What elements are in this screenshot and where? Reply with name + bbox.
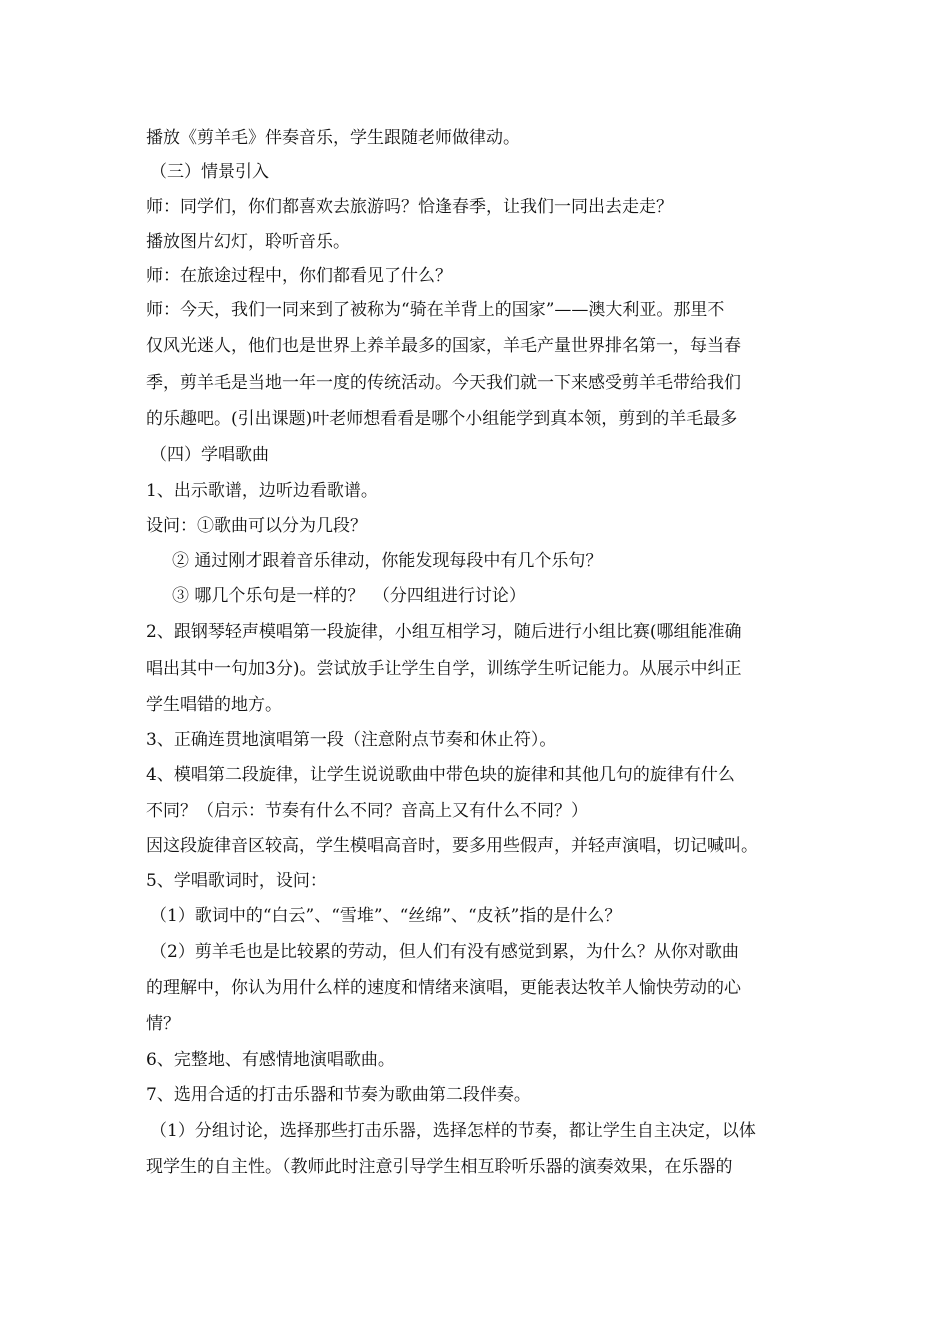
text-line: 不同？（启示：节奏有什么不同？音高上又有什么不同？） [146, 801, 588, 821]
section-heading: （四）学唱歌曲 [150, 445, 269, 465]
text-line: 播放《剪羊毛》伴奏音乐，学生跟随老师做律动。 [146, 128, 520, 148]
text-line: 学生唱错的地方。 [146, 695, 282, 715]
text-line: 情？ [146, 1014, 180, 1034]
text-line: 设问：①歌曲可以分为几段？ [146, 516, 367, 536]
text-line: 2、跟钢琴轻声模唱第一段旋律，小组互相学习，随后进行小组比赛(哪组能准确 [146, 622, 742, 642]
text-line: 的乐趣吧。(引出课题)叶老师想看看是哪个小组能学到真本领，剪到的羊毛最多 [146, 409, 738, 429]
text-line: 3、正确连贯地演唱第一段（注意附点节奏和休止符）。 [146, 730, 557, 750]
text-line: 5、学唱歌词时，设问： [146, 871, 327, 891]
text-line: （1）歌词中的“白云”、“雪堆”、“丝绵”、“皮袄”指的是什么？ [150, 906, 622, 926]
text-line: 7、选用合适的打击乐器和节奏为歌曲第二段伴奏。 [146, 1085, 531, 1105]
section-heading: （三）情景引入 [150, 162, 269, 182]
text-line: 季，剪羊毛是当地一年一度的传统活动。今天我们就一下来感受剪羊毛带给我们 [146, 373, 741, 393]
text-line: 因这段旋律音区较高，学生模唱高音时，要多用些假声，并轻声演唱，切记喊叫。 [146, 836, 758, 856]
text-line: 师：在旅途过程中，你们都看见了什么？ [146, 266, 452, 286]
text-line: 唱出其中一句加3分)。尝试放手让学生自学，训练学生听记能力。从展示中纠正 [146, 659, 742, 679]
text-line: 师：同学们，你们都喜欢去旅游吗？恰逢春季，让我们一同出去走走？ [146, 197, 673, 217]
text-line: 现学生的自主性。（教师此时注意引导学生相互聆听乐器的演奏效果，在乐器的 [146, 1157, 733, 1177]
text-line: ③ 哪几个乐句是一样的？ （分四组进行讨论） [172, 586, 526, 606]
text-line: 6、完整地、有感情地演唱歌曲。 [146, 1050, 395, 1070]
text-line: 播放图片幻灯，聆听音乐。 [146, 232, 350, 252]
text-line: （2）剪羊毛也是比较累的劳动，但人们有没有感觉到累，为什么？从你对歌曲 [150, 942, 739, 962]
text-line: 师：今天，我们一同来到了被称为“骑在羊背上的国家”——澳大利亚。那里不 [146, 300, 725, 320]
text-line: ② 通过刚才跟着音乐律动，你能发现每段中有几个乐句？ [172, 551, 603, 571]
text-line: 4、模唱第二段旋律，让学生说说歌曲中带色块的旋律和其他几句的旋律有什么 [146, 765, 735, 785]
text-line: 仅风光迷人，他们也是世界上养羊最多的国家，羊毛产量世界排名第一，每当春 [146, 336, 741, 356]
text-line: （1）分组讨论，选择那些打击乐器，选择怎样的节奏，都让学生自主决定，以体 [150, 1121, 756, 1141]
text-line: 的理解中，你认为用什么样的速度和情绪来演唱，更能表达牧羊人愉快劳动的心 [146, 978, 741, 998]
text-line: 1、出示歌谱，边听边看歌谱。 [146, 481, 378, 501]
